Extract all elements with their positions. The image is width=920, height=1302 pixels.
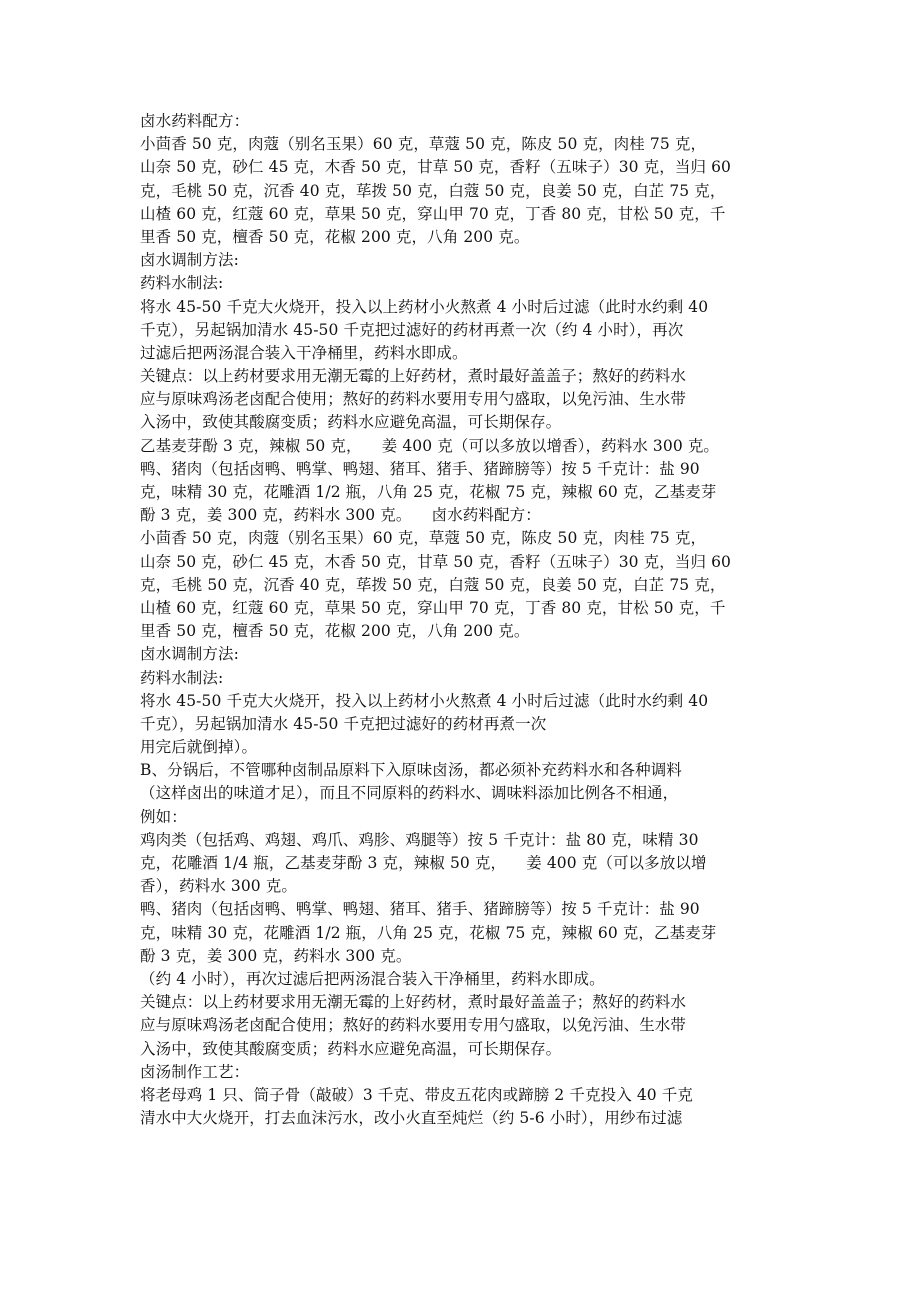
- text-line: 卤汤制作工艺：: [140, 1062, 250, 1081]
- text-line: 里香 50 克，檀香 50 克，花椒 200 克，八角 200 克。: [140, 622, 530, 641]
- text-line: 卤水调制方法:: [140, 645, 239, 664]
- text-line: 克，花雕酒 1/4 瓶，乙基麦芽酚 3 克，辣椒 50 克， 姜 400 克（可以多放以增: [140, 854, 707, 872]
- text-line: 鸭、猪肉（包括卤鸭、鸭掌、鸭翅、猪耳、猪手、猪蹄膀等）按 5 千克计：盐 90: [140, 459, 700, 478]
- text-line: 清水中大火烧开，打去血沫污水，改小火直至炖烂（约 5-6 小时），用纱布过滤: [140, 1109, 683, 1128]
- text-line: 用完后就倒掉）。: [140, 738, 258, 757]
- text-line: 酚 3 克，姜 300 克，药料水 300 克。 卤水药料配方：: [140, 506, 541, 525]
- text-line: 鸡肉类（包括鸡、鸡翅、鸡爪、鸡胗、鸡腿等）按 5 千克计：盐 80 克，味精 30: [140, 830, 699, 849]
- text-line: （这样卤出的味道才足），而且不同原料的药料水、调味料添加比例各不相通，: [140, 784, 679, 803]
- text-line: 山奈 50 克，砂仁 45 克，木香 50 克，甘草 50 克，香籽（五味子）30 克，当归 60: [140, 158, 732, 177]
- text-line: 应与原味鸡汤老卤配合使用；熬好的药料水要用专用勺盛取，以免污油、生水带: [140, 1016, 687, 1035]
- text-line: 应与原味鸡汤老卤配合使用；熬好的药料水要用专用勺盛取，以免污油、生水带: [140, 390, 687, 409]
- text-line: 千克），另起锅加清水 45-50 千克把过滤好的药材再煮一次（约 4 小时），再次: [140, 320, 684, 339]
- text-line: 酚 3 克，姜 300 克，药料水 300 克。: [140, 946, 412, 965]
- text-line: 过滤后把两汤混合装入干净桶里，药料水即成。: [140, 343, 468, 362]
- text-line: 鸭、猪肉（包括卤鸭、鸭掌、鸭翅、猪耳、猪手、猪蹄膀等）按 5 千克计：盐 90: [140, 900, 700, 919]
- text-line: 小茴香 50 克，肉蔻（别名玉果）60 克，草蔻 50 克，陈皮 50 克，肉桂 75 克，: [140, 135, 707, 154]
- text-line: 香），药料水 300 克。: [140, 877, 297, 896]
- text-line: 乙基麦芽酚 3 克，辣椒 50 克， 姜 400 克（可以多放以增香），药料水 300 克。: [140, 436, 720, 455]
- text-line: 卤水药料配方：: [140, 112, 250, 130]
- text-line: 卤水调制方法:: [140, 251, 239, 270]
- text-line: （约 4 小时），再次过滤后把两汤混合装入干净桶里，药料水即成。: [140, 969, 605, 988]
- text-line: 入汤中，致使其酸腐变质；药料水应避免高温，可长期保存。: [140, 413, 562, 432]
- text-line: 例如：: [140, 807, 187, 826]
- text-line: 千克），另起锅加清水 45-50 千克把过滤好的药材再煮一次: [140, 714, 547, 733]
- text-line: 关键点：以上药材要求用无潮无霉的上好药材，煮时最好盖盖子；熬好的药料水: [140, 993, 687, 1012]
- text-line: 关键点：以上药材要求用无潮无霉的上好药材，煮时最好盖盖子；熬好的药料水: [140, 367, 687, 386]
- document-body: [140, 110, 785, 1130]
- text-line: 克，味精 30 克，花雕酒 1/2 瓶，八角 25 克，花椒 75 克，辣椒 60 克，乙基麦芽: [140, 923, 717, 942]
- text-line: 山奈 50 克，砂仁 45 克，木香 50 克，甘草 50 克，香籽（五味子）30 克，当归 60: [140, 552, 732, 571]
- text-line: 将水 45-50 千克大火烧开，投入以上药材小火熬煮 4 小时后过滤（此时水约剩 40: [140, 297, 709, 316]
- text-line: 克，毛桃 50 克，沉香 40 克，荜拨 50 克，白蔻 50 克，良姜 50 克，白芷 75 克，: [140, 575, 726, 594]
- text-line: 山楂 60 克，红蔻 60 克，草果 50 克，穿山甲 70 克，丁香 80 克，甘松 50 克，千: [140, 204, 726, 223]
- text-line: 克，毛桃 50 克，沉香 40 克，荜拨 50 克，白蔻 50 克，良姜 50 克，白芷 75 克，: [140, 181, 726, 200]
- text-line: 小茴香 50 克，肉蔻（别名玉果）60 克，草蔻 50 克，陈皮 50 克，肉桂 75 克，: [140, 529, 707, 548]
- text-line: 药料水制法:: [140, 274, 224, 293]
- text-line: 将老母鸡 1 只、筒子骨（敲破）3 千克、带皮五花肉或蹄膀 2 千克投入 40 千克: [140, 1085, 693, 1104]
- text-line: 入汤中，致使其酸腐变质；药料水应避免高温，可长期保存。: [140, 1039, 562, 1058]
- text-line: 山楂 60 克，红蔻 60 克，草果 50 克，穿山甲 70 克，丁香 80 克，甘松 50 克，千: [140, 598, 726, 617]
- text-line: 将水 45-50 千克大火烧开，投入以上药材小火熬煮 4 小时后过滤（此时水约剩 40: [140, 691, 709, 710]
- text-line: 药料水制法:: [140, 668, 224, 687]
- text-line: 克，味精 30 克，花雕酒 1/2 瓶，八角 25 克，花椒 75 克，辣椒 60 克，乙基麦芽: [140, 483, 717, 501]
- text-line: B、分锅后，不管哪种卤制品原料下入原味卤汤，都必须补充药料水和各种调料: [140, 761, 682, 780]
- text-line: 里香 50 克，檀香 50 克，花椒 200 克，八角 200 克。: [140, 227, 530, 246]
